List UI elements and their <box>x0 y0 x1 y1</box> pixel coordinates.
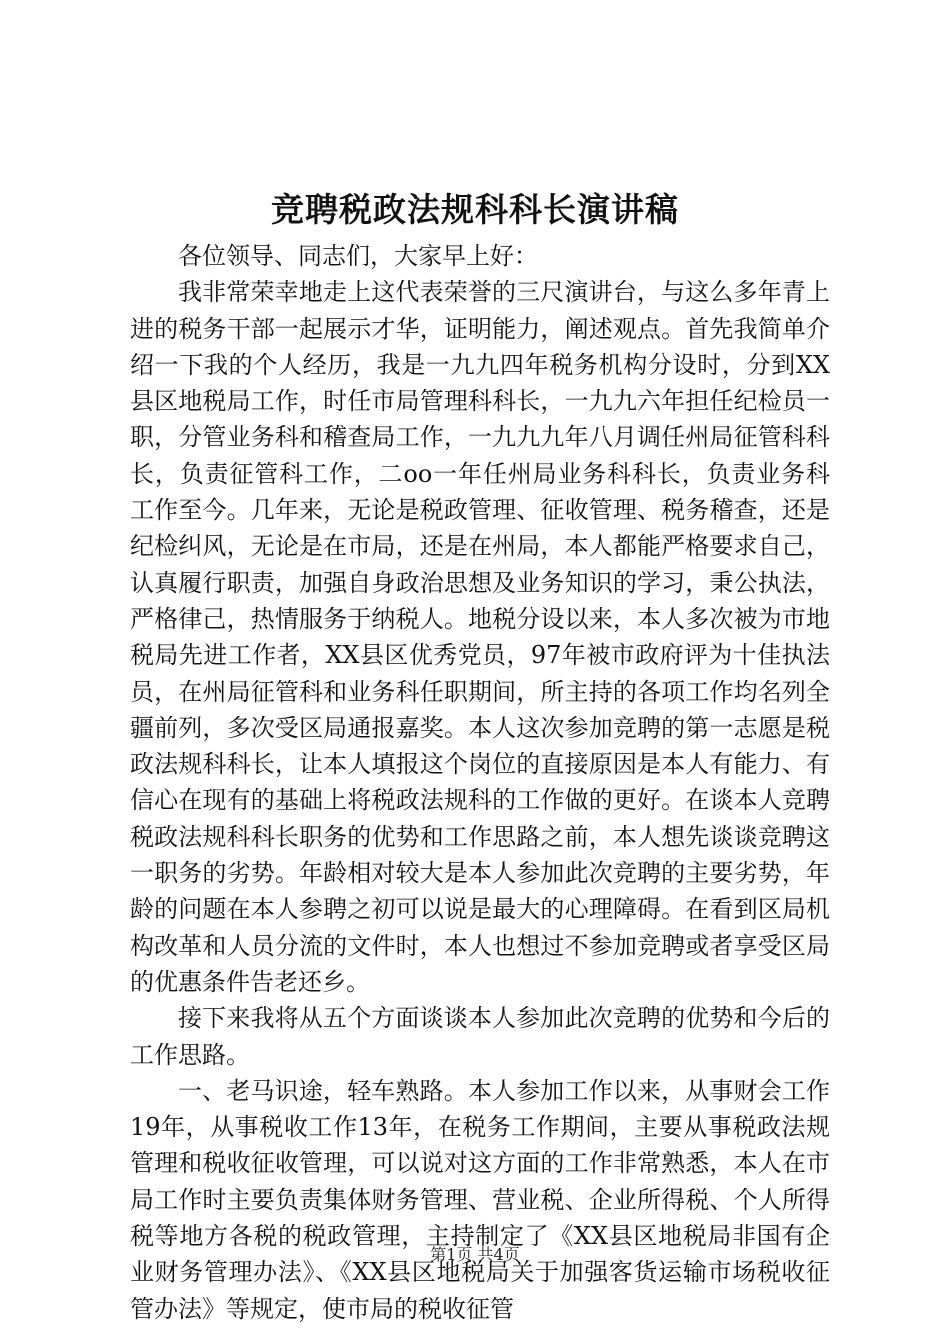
paragraph-transition: 接下来我将从五个方面谈谈本人参加此次竞聘的优势和今后的工作思路。 <box>130 1004 830 1069</box>
page-number-footer: 第1页 共4页 <box>430 1245 520 1264</box>
paragraph-point-one: 一、老马识途，轻车熟路。本人参加工作以来，从事财会工作19年，从事税收工作13年，在税务工作期间，主要从事税政法规管理和税收征收管理，可以说对这方面的工作非常熟悉，本人在市局工作时主要负责集体财务管理、营业税、企业所得税、个人所得税等地方各税的税政管理，主持制定了《XX县区地税局非国有企业财务管理办法》、《XX县区地税局关于加强客货运输市场税收征管办法》等规定，使市局的税收征管 <box>130 1076 830 1323</box>
document-title: 竞聘税政法规科科长演讲稿 <box>271 190 679 229</box>
paragraph-introduction: 我非常荣幸地走上这代表荣誉的三尺演讲台，与这么多年青上进的税务干部一起展示才华，证明能力，阐述观点。首先我简单介绍一下我的个人经历，我是一九九四年税务机构分设时，分到XX县区地税局工作，时任市局管理科科长，一九九六年担任纪检员一职，分管业务科和稽查局工作，一九九九年八月调任州局征管科科长，负责征管科工作，二oo一年任州局业务科科长，负责业务科工作至今。几年来，无论是税政管理、征收管理、税务稽查，还是纪检纠风，无论是在市局，还是在州局，本人都能严格要求自己，认真履行职责，加强自身政治思想及业务知识的学习，秉公执法，严格律己，热情服务于纳税人。地税分设以来，本人多次被为市地税局先进工作者，XX县区优秀党员，97年被市政府评为十佳执法员，在州局征管科和业务科任职期间，所主持的各项工作均名列全疆前列，多次受区局通报嘉奖。本人这次参加竞聘的第一志愿是税政法规科科长，让本人填报这个岗位的直接原因是本人有能力、有信心在现有的基础上将税政法规科的工作做的更好。在谈本人竞聘税政法规科科长职务的优势和工作思路之前，本人想先谈谈竞聘这一职务的劣势。年龄相对较大是本人参加此次竞聘的主要劣势，年龄的问题在本人参聘之初可以说是最大的心理障碍。在看到区局机构改革和人员分流的文件时，本人也想过不参加竞聘或者享受区局的优惠条件告老还乡。 <box>130 278 830 996</box>
paragraph-greeting: 各位领导、同志们，大家早上好： <box>178 242 538 270</box>
document-body <box>130 238 830 1327</box>
